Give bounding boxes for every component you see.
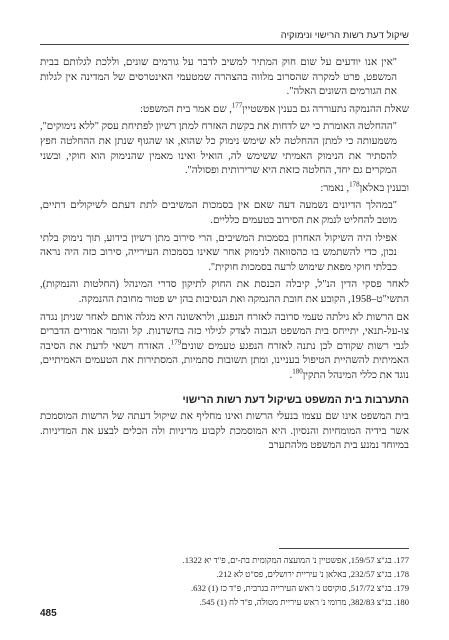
quote-paragraph: אפילו היה השיקול האחרון בסמכות המשיבים, הרי סירוב מתן רשיון בידוע, תוך נימוק בלתי נכון, כדי להשתמש בו כהסוואה לנימוק אחר שאינו בסמכות העירייה, סירוב כזה היה נראה כבלתי חוקי מפאת שימוש לרעה בסמכות חוקית".	[40, 232, 397, 273]
footnote-number: 179.	[393, 583, 409, 593]
footnote	[40, 567, 409, 581]
footnote	[40, 553, 409, 567]
running-header: שיקול דעת רשות הרישוי ונימוקיה	[40, 30, 409, 45]
footnote	[40, 595, 409, 609]
footnotes	[40, 548, 409, 609]
page-number: 485	[40, 608, 57, 619]
quote-paragraph: "ההחלטה האומרת כי יש לדחות את בקשת האזרח למתן רשיון לפתיחת עסק "ללא נימוקים", משמעותה כי למתן ההחלטה לא שימש נימוק כל שהוא, או שהגוף שנתן את ההחלטה חפץ להסתיר את הנימוק האמיתי ששימש לה, הואיל ואינו מאמין שהנימוק הוא חוקי, ובשני המקרים גם יחד, החלטה כזאת היא שרירותית ופסולה".	[40, 121, 397, 177]
body-paragraph	[40, 311, 409, 384]
paragraph-text: .	[289, 369, 293, 381]
footnote-number: 177.	[393, 555, 409, 565]
footnote-text: בג"צ 232/57, באלאן נ' עיריית ירושלים, פס"ט לא 212.	[216, 569, 392, 579]
footnote-divider	[279, 548, 409, 549]
main-text	[40, 56, 409, 457]
body-paragraph	[40, 103, 409, 118]
section-heading: התערבות בית המשפט בשיקול דעת רשות הרישוי	[182, 394, 409, 407]
body-paragraph: לאחר פסקי הדין הנ"ל, קיבלה הכנסת את החוק לתיקון סדרי המינהל (החלטות והנמקות), התשי"ט–1958, הקובע את חובת ההנמקה ואת הנסיבות בהן יש פטור מחובת ההנמקה.	[40, 279, 409, 305]
paragraph-text: שאלת ההנמקה נתעוררה גם בענין אפשטיין	[242, 103, 409, 115]
body-paragraph	[40, 182, 409, 197]
quote-paragraph: "אין אנו יודעים על שום חוק המתיר למשיב לדבר על גורמים שונים, וללכת לגלותם בבית המשפט, פרט למקרה שהסרוב מלווה בהצהרה שמטעמי האינטרסים של המדינה אין לגלות את הגורמים השונים האלה".	[40, 57, 397, 98]
footnote-ref[interactable]: 177	[231, 101, 243, 110]
section-paragraph: בית המשפט אינו שם עצמו בנעלי הרשות ואינו מחליף את שיקול דעתה של הרשות המוסמכת אשר בידיה המומחיות והנסיון. היא המוסמכת לקבוע מדיניות ולה הכלים לבצע את המדיניות. במיוחד נמנע בית המשפט מלהתערב	[40, 411, 409, 452]
paragraph-text: אם הרשות לא גילתה טעמי סרובה לאזרח הנפגע, ולראשונה היא מגלה אותם לאחר שניתן נגדה צו-על-תנאי, יתייחס בית המשפט הגבוה לצדק לגילוי כזה בחשדנות. קל והומר אמורים הדברים לגבי רשות שקודם לכן נתנה לאזרח הנפגע טעמים שונים	[40, 311, 409, 352]
footnote-text: בג"צ 159/57, אפשטיין נ' המועצה המקומית בת-ים, פ"ד יא 1322.	[182, 555, 392, 565]
footnote-ref[interactable]: 179	[170, 338, 182, 347]
footnote	[40, 581, 409, 595]
footnote-text: בג"צ 382/83, מרומי נ' ראש עיריית מטולה, פ"ד לח (1) 545.	[199, 597, 392, 607]
footnote-text: בג"צ 517/72, סוקיסט נ' ראש העירייה בגרבית, פ"ד כז (1) 632.	[190, 583, 392, 593]
paragraph-text: . האזרח רשאי לדעת את הסיבה האמיתית להשהיית הטיפול בעניינו, ומתן תשובות סתמיות, המסתירות את הטעמים האמיתיים, נוגד את כללי המינהל התקין	[40, 340, 409, 381]
paragraph-text: ובענין באלאן	[359, 182, 409, 194]
footnote-ref[interactable]: 180	[292, 367, 303, 376]
paragraph-text: , שם אמר בית המשפט:	[140, 103, 232, 115]
footnote-number: 180.	[393, 597, 409, 607]
footnote-number: 178.	[393, 569, 409, 579]
footnote-ref[interactable]: 178	[349, 180, 360, 189]
paragraph-text: , נאמר:	[320, 182, 350, 194]
quote-paragraph: "במהלך הדיונים נשמעה דעה שאם אין בסמכות המשיבים לתת דעתם לשיקולים דתיים, מוטב להחליט לנמק את הסירוב בטעמים כלליים.	[40, 200, 397, 226]
